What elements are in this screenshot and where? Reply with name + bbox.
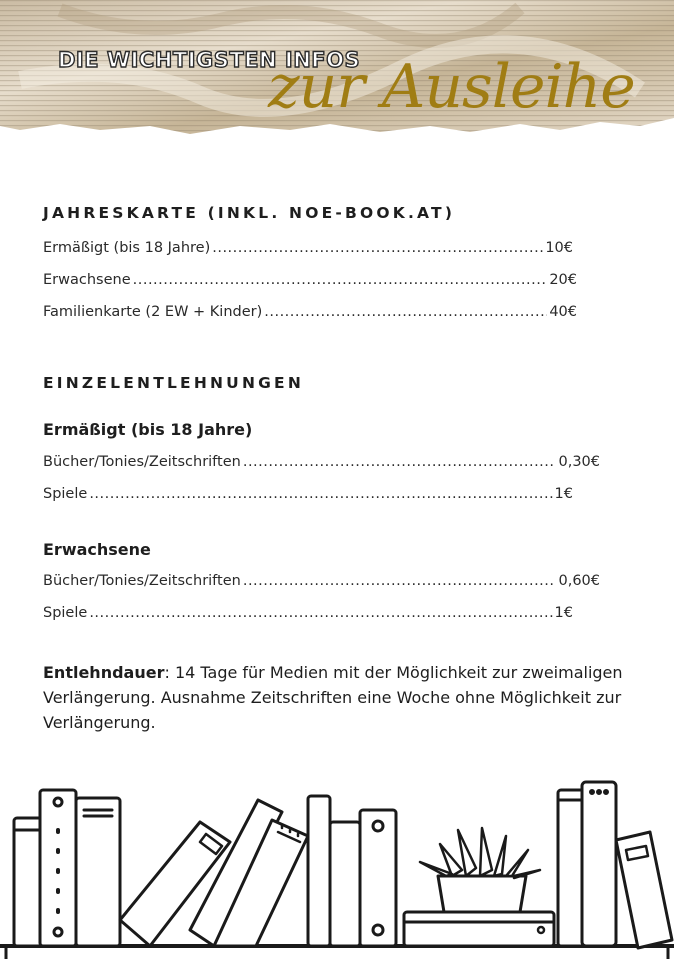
dot-leader	[89, 486, 552, 502]
annual-card-title: JAHRESKARTE (INKL. NOE-BOOK.AT)	[43, 204, 456, 222]
row-label: Spiele	[43, 486, 88, 502]
note-label: Entlehndauer	[43, 663, 165, 682]
price-row	[43, 605, 573, 621]
header-script-title: zur Ausleihe	[268, 52, 635, 122]
price-row	[43, 304, 577, 320]
dot-leader	[243, 454, 557, 470]
row-label: Familienkarte (2 EW + Kinder)	[43, 304, 263, 320]
price-row	[43, 454, 600, 470]
row-label: Erwachsene	[43, 272, 131, 288]
row-price: 20€	[549, 272, 577, 288]
row-price: 0,60€	[558, 573, 600, 589]
books-drawing	[0, 770, 674, 959]
row-price: 40€	[549, 304, 577, 320]
dot-leader	[133, 272, 548, 288]
price-row	[43, 240, 573, 256]
price-row	[43, 573, 600, 589]
dot-leader	[243, 573, 557, 589]
dot-leader	[89, 605, 552, 621]
adults-subtitle: Erwachsene	[43, 540, 151, 559]
row-label: Bücher/Tonies/Zeitschriften	[43, 454, 241, 470]
loan-duration-note	[43, 660, 643, 735]
price-row	[43, 272, 577, 288]
header-banner	[0, 0, 674, 160]
note-text: : 14 Tage für Medien mit der Möglichkeit zur zweimaligen Verlängerung. Ausnahme Zeitschriften eine Woche ohne Möglichkeit zur Verlängerung.	[43, 663, 623, 732]
bookshelf-illustration	[0, 770, 674, 959]
price-row	[43, 486, 573, 502]
row-label: Spiele	[43, 605, 88, 621]
row-price: 1€	[554, 486, 573, 502]
row-label: Ermäßigt (bis 18 Jahre)	[43, 240, 211, 256]
row-price: 1€	[554, 605, 573, 621]
row-price: 10€	[545, 240, 573, 256]
row-label: Bücher/Tonies/Zeitschriften	[43, 573, 241, 589]
dot-leader	[264, 304, 547, 320]
dot-leader	[212, 240, 543, 256]
row-price: 0,30€	[558, 454, 600, 470]
header-kicker: DIE WICHTIGSTEN INFOS	[58, 48, 361, 72]
single-loans-title: EINZELENTLEHNUNGEN	[43, 374, 305, 392]
reduced-subtitle: Ermäßigt (bis 18 Jahre)	[43, 420, 253, 439]
